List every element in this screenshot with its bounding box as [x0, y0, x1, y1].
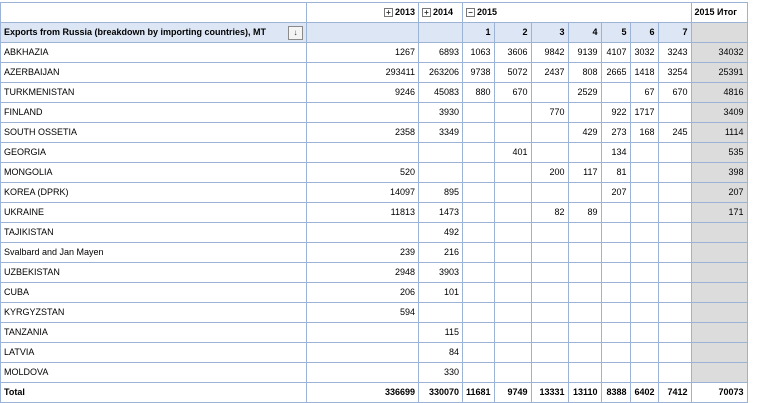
month-value-cell: 4107 — [601, 43, 630, 63]
month-value-cell — [630, 323, 658, 343]
month-value-cell — [630, 243, 658, 263]
month-value-cell — [531, 323, 568, 343]
month-value-cell: 3032 — [630, 43, 658, 63]
month-value-cell: 67 — [630, 83, 658, 103]
month-value-cell — [531, 363, 568, 383]
row-total-cell — [691, 243, 747, 263]
month-value-cell: 1418 — [630, 63, 658, 83]
month-value-cell — [601, 363, 630, 383]
total-2013-value: 336699 — [307, 383, 419, 403]
month-value-cell — [568, 303, 601, 323]
value-2013-cell — [307, 143, 419, 163]
row-total-cell: 171 — [691, 203, 747, 223]
month-value-cell — [630, 203, 658, 223]
month-value-cell — [568, 263, 601, 283]
row-total-cell: 25391 — [691, 63, 747, 83]
month-value-cell — [531, 303, 568, 323]
value-2014-cell: 3930 — [419, 103, 463, 123]
month-value-cell: 168 — [630, 123, 658, 143]
value-2014-cell: 1473 — [419, 203, 463, 223]
month-value-cell: 670 — [494, 83, 531, 103]
month-header: 1 — [463, 23, 495, 43]
month-value-cell — [463, 123, 495, 143]
value-2014-cell: 115 — [419, 323, 463, 343]
value-2013-cell: 594 — [307, 303, 419, 323]
month-value-cell: 3606 — [494, 43, 531, 63]
month-value-cell — [630, 263, 658, 283]
year-2013-header[interactable]: + 2013 — [307, 3, 419, 23]
month-value-cell: 2529 — [568, 83, 601, 103]
month-value-cell — [658, 323, 691, 343]
month-value-cell — [463, 303, 495, 323]
month-value-cell: 9842 — [531, 43, 568, 63]
country-cell: Svalbard and Jan Mayen — [1, 243, 307, 263]
month-value-cell — [463, 203, 495, 223]
value-2013-cell: 2948 — [307, 263, 419, 283]
month-value-cell — [463, 243, 495, 263]
row-total-cell: 1114 — [691, 123, 747, 143]
month-value-cell: 2665 — [601, 63, 630, 83]
row-label-header[interactable]: Exports from Russia (breakdown by importing countries), MT ↓ — [1, 23, 307, 43]
month-value-cell — [494, 243, 531, 263]
country-cell: ABKHAZIA — [1, 43, 307, 63]
table-row — [1, 163, 748, 183]
column-group-header-row — [1, 3, 748, 23]
month-value-cell — [601, 83, 630, 103]
month-value-cell — [630, 143, 658, 163]
empty-header-cell — [307, 23, 419, 43]
month-header: 2 — [494, 23, 531, 43]
total-month-value: 7412 — [658, 383, 691, 403]
table-row — [1, 203, 748, 223]
month-value-cell — [658, 343, 691, 363]
month-value-cell — [658, 263, 691, 283]
month-value-cell: 770 — [531, 103, 568, 123]
month-value-cell — [494, 343, 531, 363]
month-value-cell — [568, 143, 601, 163]
value-2014-cell: 45083 — [419, 83, 463, 103]
month-value-cell — [601, 323, 630, 343]
month-value-cell — [494, 363, 531, 383]
month-value-cell — [531, 83, 568, 103]
month-value-cell — [658, 203, 691, 223]
value-2014-cell: 216 — [419, 243, 463, 263]
total-month-value: 11681 — [463, 383, 495, 403]
month-value-cell — [494, 303, 531, 323]
month-value-cell — [494, 183, 531, 203]
empty-corner-cell — [1, 3, 307, 23]
table-row — [1, 363, 748, 383]
table-row — [1, 143, 748, 163]
month-value-cell — [601, 303, 630, 323]
month-value-cell — [568, 363, 601, 383]
country-cell: KOREA (DPRK) — [1, 183, 307, 203]
month-value-cell: 273 — [601, 123, 630, 143]
month-value-cell: 89 — [568, 203, 601, 223]
month-value-cell — [601, 283, 630, 303]
month-value-cell — [658, 183, 691, 203]
value-2013-cell: 14097 — [307, 183, 419, 203]
value-2014-cell — [419, 143, 463, 163]
month-value-cell: 3254 — [658, 63, 691, 83]
value-2014-cell: 3903 — [419, 263, 463, 283]
table-row — [1, 343, 748, 363]
sort-filter-icon[interactable]: ↓ — [288, 26, 303, 40]
value-2013-cell: 2358 — [307, 123, 419, 143]
month-value-cell — [568, 323, 601, 343]
month-value-cell — [658, 103, 691, 123]
value-2013-cell: 293411 — [307, 63, 419, 83]
country-cell: CUBA — [1, 283, 307, 303]
month-value-cell — [531, 243, 568, 263]
month-value-cell — [630, 343, 658, 363]
value-2013-cell: 520 — [307, 163, 419, 183]
row-total-cell: 34032 — [691, 43, 747, 63]
country-cell: LATVIA — [1, 343, 307, 363]
month-value-cell — [531, 123, 568, 143]
month-value-cell — [658, 303, 691, 323]
month-value-cell — [463, 343, 495, 363]
month-header: 7 — [658, 23, 691, 43]
total-month-value: 9749 — [494, 383, 531, 403]
row-total-cell — [691, 303, 747, 323]
empty-total-header — [691, 23, 747, 43]
month-value-cell — [463, 103, 495, 123]
table-row — [1, 303, 748, 323]
value-2013-cell: 206 — [307, 283, 419, 303]
value-2013-cell — [307, 343, 419, 363]
total-2015-header: 2015 Итог — [691, 3, 747, 23]
month-value-cell — [630, 283, 658, 303]
total-label: Total — [1, 383, 307, 403]
month-value-cell — [463, 263, 495, 283]
month-value-cell: 2437 — [531, 63, 568, 83]
value-2014-cell: 263206 — [419, 63, 463, 83]
month-header: 3 — [531, 23, 568, 43]
month-value-cell: 134 — [601, 143, 630, 163]
month-value-cell — [463, 223, 495, 243]
month-value-cell: 5072 — [494, 63, 531, 83]
month-value-cell — [531, 183, 568, 203]
value-2014-cell: 492 — [419, 223, 463, 243]
month-value-cell: 1063 — [463, 43, 495, 63]
month-value-cell — [658, 283, 691, 303]
month-value-cell: 429 — [568, 123, 601, 143]
month-value-cell: 200 — [531, 163, 568, 183]
month-header: 4 — [568, 23, 601, 43]
expand-icon[interactable]: + — [384, 8, 393, 17]
month-value-cell: 245 — [658, 123, 691, 143]
month-value-cell — [568, 223, 601, 243]
country-cell: AZERBAIJAN — [1, 63, 307, 83]
total-month-value: 13331 — [531, 383, 568, 403]
value-2014-cell: 895 — [419, 183, 463, 203]
month-value-cell — [601, 223, 630, 243]
row-total-cell: 535 — [691, 143, 747, 163]
month-value-cell: 207 — [601, 183, 630, 203]
month-header: 5 — [601, 23, 630, 43]
month-value-cell — [630, 303, 658, 323]
value-2014-cell — [419, 303, 463, 323]
month-value-cell: 670 — [658, 83, 691, 103]
row-total-cell — [691, 283, 747, 303]
country-cell: KYRGYZSTAN — [1, 303, 307, 323]
value-2013-cell — [307, 323, 419, 343]
month-value-cell: 117 — [568, 163, 601, 183]
year-2015-header[interactable]: − 2015 — [463, 3, 692, 23]
month-value-cell — [531, 223, 568, 243]
month-value-cell — [463, 363, 495, 383]
country-cell: FINLAND — [1, 103, 307, 123]
month-value-cell — [658, 163, 691, 183]
row-total-cell — [691, 343, 747, 363]
month-value-cell — [463, 323, 495, 343]
month-value-cell — [494, 203, 531, 223]
value-2013-cell: 239 — [307, 243, 419, 263]
month-value-cell: 880 — [463, 83, 495, 103]
month-value-cell — [630, 363, 658, 383]
pivot-table — [0, 2, 748, 403]
month-value-cell — [463, 183, 495, 203]
month-value-cell — [494, 123, 531, 143]
month-value-cell — [568, 103, 601, 123]
month-value-cell — [630, 223, 658, 243]
month-value-cell — [494, 103, 531, 123]
expand-icon[interactable]: + — [422, 8, 431, 17]
month-value-cell — [494, 163, 531, 183]
month-header: 6 — [630, 23, 658, 43]
country-cell: TANZANIA — [1, 323, 307, 343]
total-month-value: 8388 — [601, 383, 630, 403]
row-total-cell — [691, 263, 747, 283]
row-total-cell: 4816 — [691, 83, 747, 103]
value-2013-cell — [307, 223, 419, 243]
month-value-cell — [658, 223, 691, 243]
table-row — [1, 263, 748, 283]
month-value-cell: 3243 — [658, 43, 691, 63]
month-value-cell — [531, 263, 568, 283]
value-2013-cell: 1267 — [307, 43, 419, 63]
total-month-value: 6402 — [630, 383, 658, 403]
month-value-cell — [494, 323, 531, 343]
country-cell: MOLDOVA — [1, 363, 307, 383]
country-cell: UKRAINE — [1, 203, 307, 223]
month-value-cell — [494, 263, 531, 283]
row-total-cell — [691, 323, 747, 343]
month-value-cell — [658, 363, 691, 383]
month-value-cell — [658, 143, 691, 163]
value-2013-cell — [307, 103, 419, 123]
month-value-cell — [463, 283, 495, 303]
total-row — [1, 383, 748, 403]
month-value-cell: 9738 — [463, 63, 495, 83]
country-cell: TURKMENISTAN — [1, 83, 307, 103]
month-value-cell — [494, 283, 531, 303]
table-row — [1, 103, 748, 123]
country-cell: GEORGIA — [1, 143, 307, 163]
month-value-cell — [568, 183, 601, 203]
month-value-cell: 922 — [601, 103, 630, 123]
value-2014-cell: 3349 — [419, 123, 463, 143]
month-value-cell — [630, 183, 658, 203]
month-value-cell — [494, 223, 531, 243]
row-total-cell: 207 — [691, 183, 747, 203]
value-2013-cell — [307, 363, 419, 383]
month-value-cell: 81 — [601, 163, 630, 183]
collapse-icon[interactable]: − — [466, 8, 475, 17]
month-value-cell — [531, 343, 568, 363]
month-value-cell: 9139 — [568, 43, 601, 63]
row-total-cell: 398 — [691, 163, 747, 183]
month-value-cell — [601, 243, 630, 263]
month-value-cell — [568, 343, 601, 363]
grand-total-value: 70073 — [691, 383, 747, 403]
row-total-cell: 3409 — [691, 103, 747, 123]
value-2014-cell: 101 — [419, 283, 463, 303]
table-row — [1, 83, 748, 103]
table-row — [1, 123, 748, 143]
table-row — [1, 223, 748, 243]
month-value-cell — [630, 163, 658, 183]
table-row — [1, 183, 748, 203]
month-value-cell — [463, 143, 495, 163]
empty-header-cell — [419, 23, 463, 43]
value-2014-cell: 6893 — [419, 43, 463, 63]
row-total-cell — [691, 363, 747, 383]
year-2014-header[interactable]: + 2014 — [419, 3, 463, 23]
month-value-cell — [601, 343, 630, 363]
month-value-cell — [531, 283, 568, 303]
month-value-cell — [658, 243, 691, 263]
row-total-cell — [691, 223, 747, 243]
table-row — [1, 283, 748, 303]
month-value-cell: 82 — [531, 203, 568, 223]
month-value-cell — [601, 263, 630, 283]
month-value-cell — [601, 203, 630, 223]
table-row — [1, 63, 748, 83]
country-cell: SOUTH OSSETIA — [1, 123, 307, 143]
value-2014-cell: 84 — [419, 343, 463, 363]
table-row — [1, 243, 748, 263]
value-2014-cell: 330 — [419, 363, 463, 383]
month-value-cell — [568, 243, 601, 263]
month-value-cell — [531, 143, 568, 163]
month-value-cell: 808 — [568, 63, 601, 83]
country-cell: TAJIKISTAN — [1, 223, 307, 243]
month-value-cell — [568, 283, 601, 303]
total-month-value: 13110 — [568, 383, 601, 403]
value-2013-cell: 9246 — [307, 83, 419, 103]
value-2013-cell: 11813 — [307, 203, 419, 223]
country-cell: UZBEKISTAN — [1, 263, 307, 283]
table-row — [1, 323, 748, 343]
total-2014-value: 330070 — [419, 383, 463, 403]
month-value-cell: 401 — [494, 143, 531, 163]
month-value-cell — [463, 163, 495, 183]
table-row — [1, 43, 748, 63]
month-value-cell: 1717 — [630, 103, 658, 123]
month-header-row — [1, 23, 748, 43]
value-2014-cell — [419, 163, 463, 183]
country-cell: MONGOLIA — [1, 163, 307, 183]
